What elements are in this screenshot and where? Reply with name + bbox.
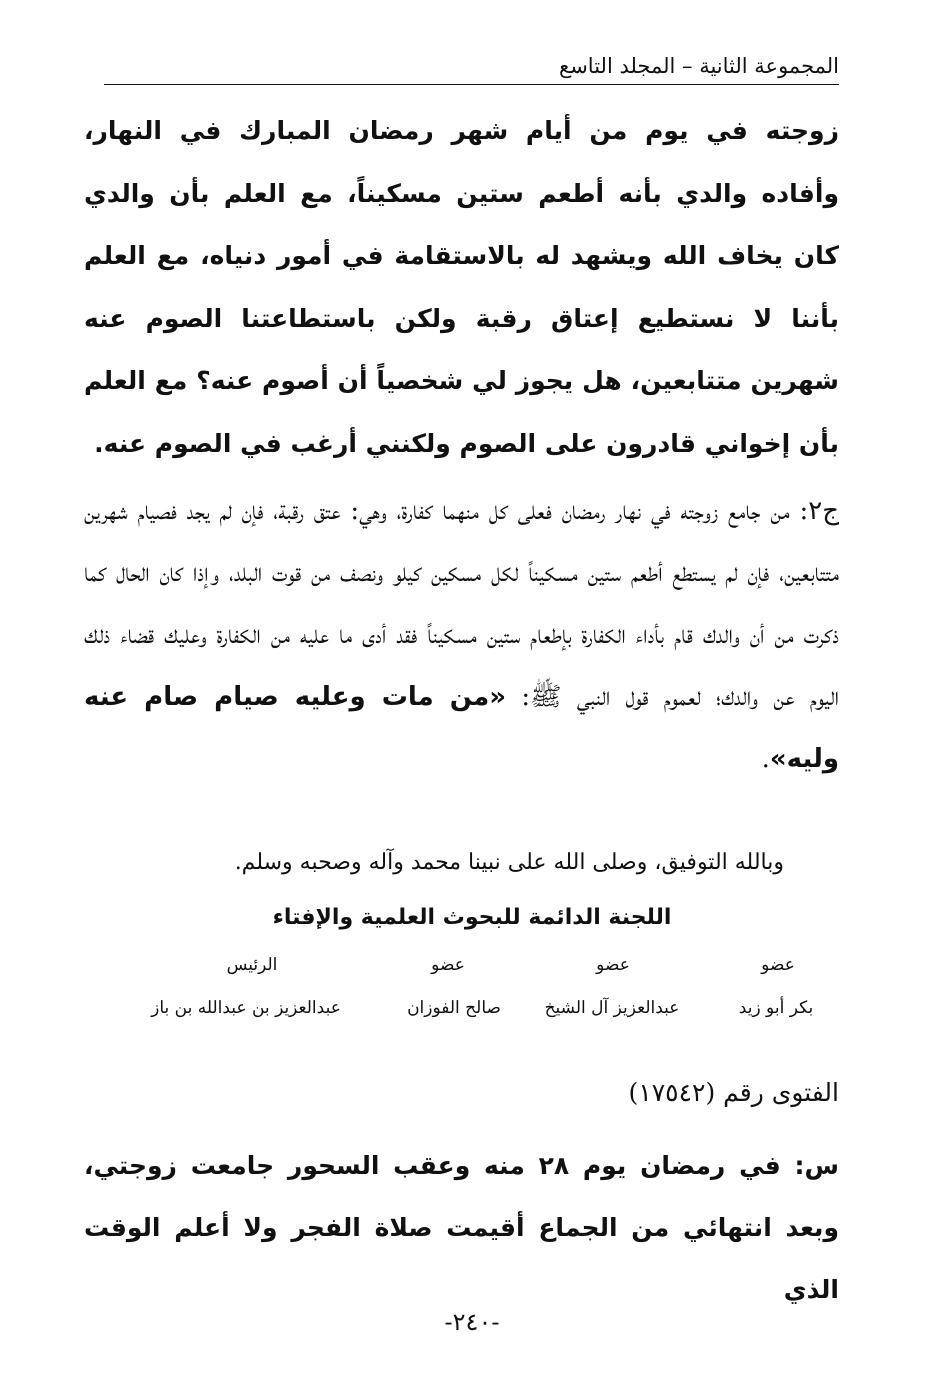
question-2-text: س: في رمضان يوم ٢٨ منه وعقب السحور جامعت زوجتي، وبعد انتهائي من الجماع أقيمت صلاة الفجر ولا أعلم الوقت الذي	[84, 1151, 839, 1304]
member-name: بكر أبو زيد	[738, 998, 814, 1018]
running-header	[104, 48, 839, 85]
page-number: -٢٤٠-	[444, 1308, 500, 1336]
answer-text: ج٢: من جامع زوجته في نهار رمضان فعلى كل منهما كفارة، وهي: عتق رقبة، فإن لم يجد فصيام شهرين متتابعين، فإن لم يستطع أطعم ستين مسكيناً لكل مسكين كيلو ونصف من قوت البلد، وإذا كان الحال كما ذكرت من أن والدك قام بأداء الكفارة بإطعام ستين مسكيناً فقد أدى ما عليه من الكفارة وعليك قضاء ذلك اليوم عن والدك؛ لعموم قول النبي ﷺ:	[84, 496, 840, 712]
member-role: عضو	[761, 955, 795, 975]
member-name: عبدالعزيز آل الشيخ	[544, 998, 680, 1018]
president-name: عبدالعزيز بن عبدالله بن باز	[151, 998, 341, 1018]
answer-paragraph	[84, 480, 839, 790]
question-1-text: زوجته في يوم من أيام شهر رمضان المبارك في النهار، وأفاده والدي بأنه أطعم ستين مسكيناً، مع العلم بأن والدي كان يخاف الله ويشهد له بالاستقامة في أمور دنياه، مع العلم بأننا لا نستطيع إعتاق رقبة ولكن باستطاعتنا الصوم عنه شهرين متتابعين، هل يجوز لي شخصياً أن أصوم عنه؟ مع العلم بأن إخواني قادرون على الصوم ولكنني أرغب في الصوم عنه.	[84, 116, 839, 458]
member-role: عضو	[596, 955, 630, 975]
answer-end: .	[761, 744, 770, 774]
member-name: صالح الفوزان	[407, 998, 501, 1018]
fatwa-number: الفتوى رقم (١٧٥٤٢)	[628, 1078, 839, 1107]
member-role: عضو	[431, 955, 465, 975]
running-title: المجموعة الثانية – المجلد التاسع	[559, 54, 839, 78]
committee-title: اللجنة الدائمة للبحوث العلمية والإفتاء	[272, 905, 672, 930]
closing-formula: وبالله التوفيق، وصلى الله على نبينا محمد وآله وصحبه وسلم.	[234, 850, 784, 875]
president-role: الرئيس	[226, 955, 278, 975]
hadith-quote: «من مات وعليه صيام صام عنه وليه»	[84, 682, 839, 774]
